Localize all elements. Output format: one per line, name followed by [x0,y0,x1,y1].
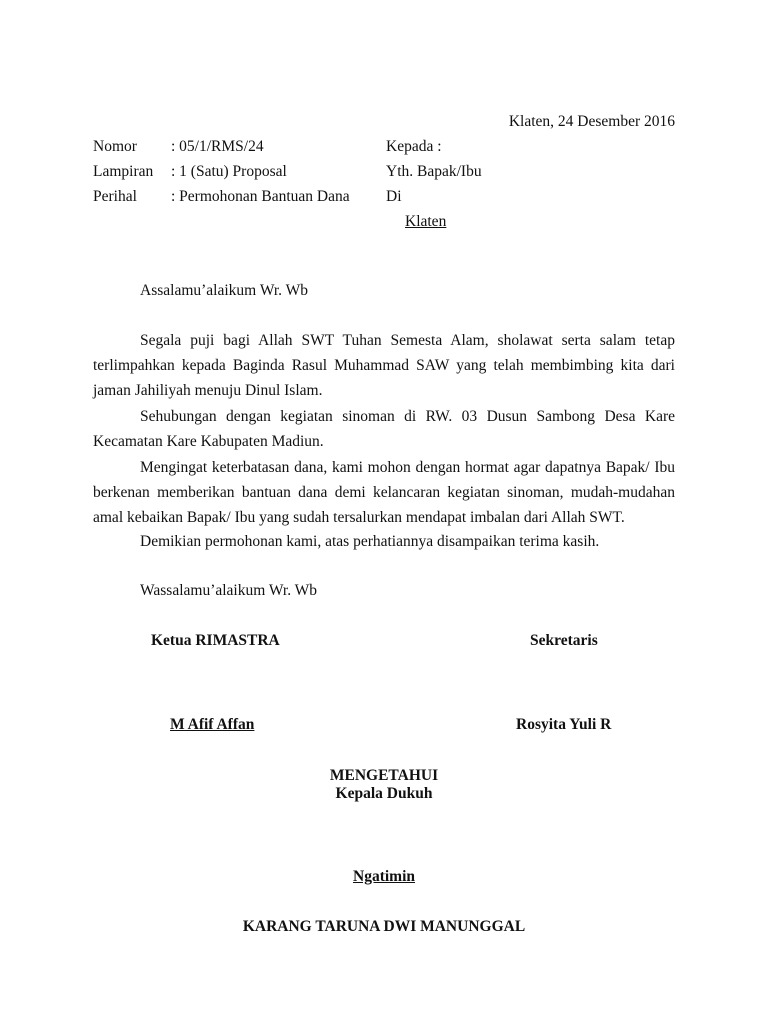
acknowledgement-name: Ngatimin [353,868,415,885]
greeting: Assalamu’alaikum Wr. Wb [140,282,308,299]
body-line: Demikian permohonan kami, atas perhatiannya disampaikan terima kasih. [140,533,600,550]
meta-value-nomor: : 05/1/RMS/24 [171,138,264,155]
recipient-kepada: Kepada : [386,138,442,155]
acknowledgement-title: Kepala Dukuh [335,785,433,802]
left-signatory-name: M Afif Affan [170,716,255,733]
meta-value-lampiran: : 1 (Satu) Proposal [171,163,287,180]
body-line: Sehubungan dengan kegiatan sinoman di RW. 03 Dusun Sambong Desa Kare [140,408,675,425]
body-line: Segala puji bagi Allah SWT Tuhan Semesta Alam, sholawat serta salam tetap [140,332,675,349]
body-paragraph-2 [93,404,675,454]
right-signatory-name: Rosyita Yuli R [516,716,612,733]
meta-label-lampiran: Lampiran [93,163,154,180]
body-line: Mengingat keterbatasan dana, kami mohon dengan hormat agar dapatnya Bapak/ Ibu [140,459,675,476]
recipient-di: Di [386,188,402,205]
body-line: amal kebaikan Bapak/ Ibu yang sudah tersalurkan mendapat imbalan dari Allah SWT. [93,509,625,526]
body-paragraph-1 [93,328,675,403]
left-signatory-title: Ketua RIMASTRA [151,632,280,649]
body-line: terlimpahkan kepada Baginda Rasul Muhammad SAW yang telah membimbing kita dari [93,357,675,374]
right-signatory-title: Sekretaris [530,632,598,649]
body-line: jaman Jahiliyah menuju Dinul Islam. [93,382,323,399]
letter-date: Klaten, 24 Desember 2016 [508,113,675,130]
body-paragraph-3 [93,455,675,530]
meta-value-perihal: : Permohonan Bantuan Dana [171,188,350,205]
body-line: Kecamatan Kare Kabupaten Madiun. [93,433,324,450]
recipient-name: Yth. Bapak/Ibu [386,163,482,180]
recipient-city: Klaten [405,213,447,230]
body-line: berkenan memberikan bantuan dana demi kelancaran kegiatan sinoman, mudah-mudahan [93,484,675,501]
closing: Wassalamu’alaikum Wr. Wb [140,582,318,599]
body-paragraph-4 [93,529,675,554]
meta-label-perihal: Perihal [93,188,137,205]
organization-name: KARANG TARUNA DWI MANUNGGAL [242,918,526,935]
meta-label-nomor: Nomor [93,138,137,155]
acknowledgement-heading: MENGETAHUI [329,767,439,784]
